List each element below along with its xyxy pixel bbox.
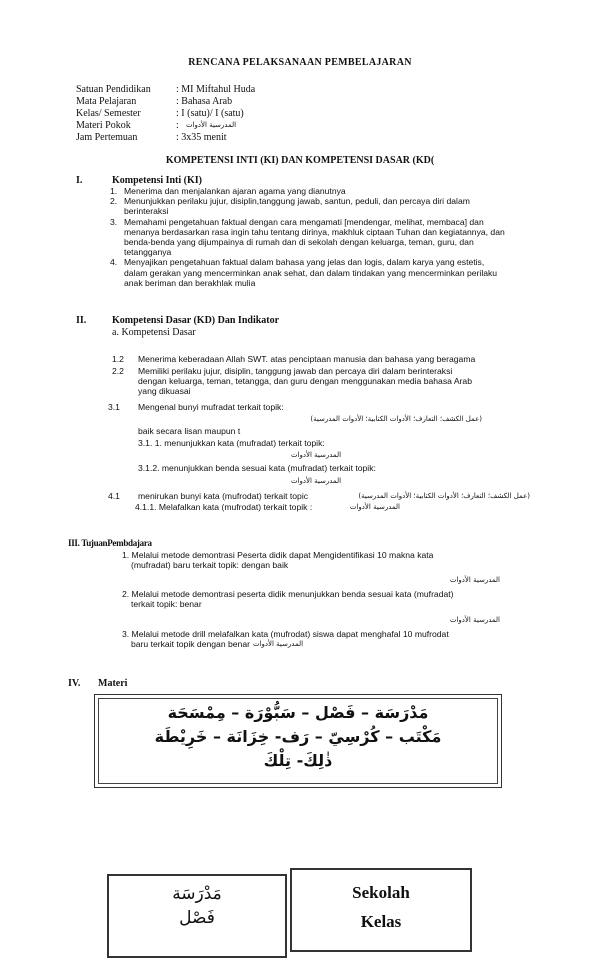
vocab-latin-word: Sekolah [352, 883, 410, 902]
list-line: Memahami pengetahuan faktual dengan cara mengamati [mendengar, melihat, membaca] dan [124, 216, 484, 227]
objective-arabic: المدرسية الأدوات [449, 616, 500, 624]
objective-line: terkait topik: benar [131, 599, 202, 610]
identity-value: : Bahasa Arab [176, 96, 233, 107]
indicator-text: 3.1. 1. menunjukkan kata (mufradat) terkait topik: [138, 438, 325, 448]
vocab-arabic-card [107, 874, 287, 958]
identity-label: Mata Pelajaran [76, 96, 137, 107]
ki-list [110, 186, 570, 288]
kd-line: yang dikuasai [138, 386, 191, 397]
indicator-arabic: المدرسية الأدوات [349, 503, 400, 511]
list-number: 4. [110, 257, 118, 268]
vocab-latin-word: Kelas [360, 912, 402, 931]
section-number: IV. [68, 678, 81, 689]
list-line: berinteraksi [124, 206, 169, 217]
kd-arabic: (عمل الكشف؛ التعارف؛ الأدوات الكتابية؛ الأدوات المدرسية) [310, 415, 482, 423]
objective-line: 1. Melalui metode demontrasi Peserta didik dapat Mengidentifikasi 10 makna kata [122, 550, 434, 560]
list-line: tetangganya [124, 247, 172, 258]
indicator-text: 3.1.2. menunjukkan benda sesuai kata (mufradat) terkait topik: [138, 463, 376, 473]
kd-text: baik secara lisan maupun t [138, 426, 241, 436]
vocab-arabic-word: مَدْرَسَة [172, 884, 222, 904]
kiki-heading: KOMPETENSI INTI (KI) DAN KOMPETENSI DASAR (KD( [165, 155, 435, 166]
list-number: 1. [110, 186, 118, 196]
vocab-latin-card [290, 868, 472, 952]
kd-text: Menerima keberadaan Allah SWT. atas penciptaan manusia dan bahasa yang beragama [138, 354, 476, 364]
section-title: Kompetensi Inti (KI) [112, 175, 202, 186]
list-item [110, 217, 570, 258]
materi-line: مَكْتَب – كُرْسِيّ – رَف- خِزَانَة – خَرِيْطَة [154, 727, 442, 746]
kd-text: menirukan bunyi kata (mufrodat) terkait topic [138, 491, 309, 501]
kd-line: Memiliki perilaku jujur, disiplin, tanggung jawab dan percaya diri dalam berinteraksi [138, 366, 453, 376]
section-number: I. [76, 175, 83, 186]
objective-item [122, 629, 449, 649]
indicator-text: 4.1.1. Melafalkan kata (mufrodat) terkait topik : [135, 502, 313, 512]
kd-text: Mengenal bunyi mufradat terkait topik: [138, 402, 284, 412]
list-line: benda-benda yang dijumpainya di rumah dan di sekolah dengan keluarga, teman, guru, dan [124, 237, 474, 248]
vocab-arabic-word: فَصْل [179, 908, 215, 928]
materi-words [95, 701, 501, 773]
document-title: RENCANA PELAKSANAAN PEMBELAJARAN [188, 57, 412, 68]
objective-item [122, 550, 433, 570]
identity-value-arabic: المدرسية الأدوات [186, 121, 237, 129]
kd-line: dengan keluarga, teman, tetangga, dan guru dengan menggunakan media bahasa Arab [138, 376, 472, 387]
list-line: menanya berdasarkan rasa ingin tahu tentang dirinya, makhluk ciptaan Tuhan dan kegiatannya, dan [124, 226, 505, 237]
objective-line: baru terkait topik dengan benar [131, 639, 250, 650]
list-item [110, 257, 570, 288]
objective-arabic: المدرسية الأدوات [252, 640, 304, 649]
identity-label: Jam Pertemuan [76, 132, 138, 143]
section-title: III. TujuanPembdajara [68, 538, 152, 548]
list-number: 2. [110, 196, 118, 207]
identity-value: : MI Miftahul Huda [176, 84, 256, 95]
kd-text-block [138, 366, 472, 397]
objective-line: (mufradat) baru terkait topik: dengan baik [131, 560, 289, 571]
list-item [110, 196, 570, 216]
objective-line: 3. Melalui metode drill melafalkan kata (mufrodat) siswa dapat menghafal 10 mufrodat [122, 629, 449, 639]
section-title: Kompetensi Dasar (KD) Dan Indikator [112, 315, 280, 326]
section-number: II. [76, 315, 87, 326]
materi-line: ذٰلِكَ- تِلْكَ [263, 751, 333, 770]
list-line: dalam gerakan yang mencerminkan anak sehat, dan dalam tindakan yang mencerminkan perilaku [124, 267, 498, 278]
list-line: Menyajikan pengetahuan faktual dalam bahasa yang jelas dan logis, dalam karya yang estetis, [124, 257, 485, 268]
identity-label: Satuan Pendidikan [76, 84, 151, 95]
indicator-arabic: المدرسية الأدوات [290, 451, 342, 459]
identity-label: Kelas/ Semester [76, 108, 141, 119]
subsection-title: a. Kompetensi Dasar [112, 327, 196, 338]
vocab-latin-list [292, 878, 470, 936]
indicator-arabic: المدرسية الأدوات [290, 477, 342, 485]
kd-number: 3.1 [108, 402, 120, 412]
objective-arabic: المدرسية الأدوات [449, 576, 500, 584]
list-line: Menunjukkan perilaku jujur, disiplin,tanggung jawab, santun, peduli, dan percaya diri dalam [124, 196, 470, 207]
objective-item [122, 589, 454, 609]
identity-label: Materi Pokok [76, 120, 131, 131]
kd-number: 2.2 [112, 366, 124, 376]
list-item [110, 186, 570, 196]
section-title: Materi [98, 678, 128, 689]
kd-number: 1.2 [112, 354, 124, 364]
objective-line: 2. Melalui metode demontrasi peserta didik menunjukkan benda sesuai kata (mufradat) [122, 589, 454, 599]
identity-value: : [176, 120, 179, 131]
list-line: anak beriman dan berakhlak mulia [124, 277, 256, 288]
objective-line-wrap [122, 639, 449, 649]
list-number: 3. [110, 216, 118, 227]
identity-value: : I (satu)/ I (satu) [176, 108, 244, 119]
materi-box [94, 694, 502, 788]
materi-line: مَدْرَسَة – فَصْل – سَبُّوْرَة – مِمْسَحَة [167, 703, 429, 722]
identity-value: : 3x35 menit [176, 132, 227, 143]
kd-arabic: (عمل الكشف؛ التعارف؛ الأدوات الكتابية؛ الأدوات المدرسية) [358, 492, 530, 500]
list-line: Menerima dan menjalankan ajaran agama yang dianutnya [124, 186, 346, 196]
kd-number: 4.1 [108, 491, 120, 501]
vocab-arabic-list [109, 882, 285, 930]
